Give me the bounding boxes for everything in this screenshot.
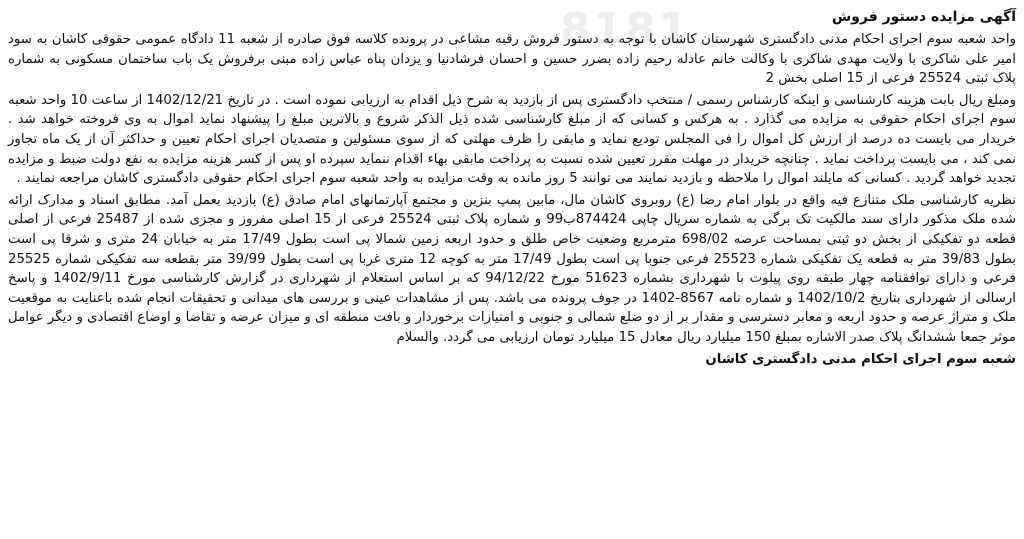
notice-paragraph-intro: واحد شعبه سوم اجرای احکام مدنی دادگستری شهرستان کاشان با توجه به دستور فروش رقبه مشاعی در پرونده کلاسه فوق صادره از شعبه 11 دادگاه عمومی حقوقی کاشان به سود امیر علی شاکری با ولایت مهدی شاکری با وکالت خانم عادله رحیم زاده بضرر حسین و احسان فرشادنیا و یزدان پناه عباس زاده مبنی برفروش یک باب ساختمان مسکونی به شماره پلاک ثبتی 25524 فرعی از 15 اصلی بخش 2 [8,32,1017,87]
notice-paragraph-terms: ومبلغ ریال بابت هزینه کارشناسی و اینکه کارشناس رسمی / منتخب دادگستری پس از بازدید به شرح ذیل اقدام به ارزیابی نموده است . در تاریخ 1402/12/21 از ساعت 10 واحد شعبه سوم اجرای احکام حقوقی به مزایده می گذارد . به هرکس و کسانی که از مبلغ کارشناسی شده ذیل الذکر شروع و بالاترین مبلغ را پیشنهاد نماید اموال به وی فروخته خواهد شد . خریدار می بایست ده درصد از ارزش کل اموال را فی المجلس تودیع نماید و مابقی را ظرف مهلتی که از سوی مسئولین و متصدیان اجرای احکام تعیین و حداکثر آن از یک ماه تجاوز نمی کند ، می بایست پرداخت نماید . چنانچه خریدار در مهلت مقرر تعیین شده نسبت به پرداخت مابقی بهاء اقدام ننماید سپرده او پس از کسر هزینه مزایده به نفع دولت ضبط و مزایده تجدید خواهد گردید . کسانی که مایلند اموال را ملاحظه و بازدید نمایند می توانند 5 روز مانده به وقت مزایده به واحد شعبه سوم اجرای احکام حقوقی دادگستری کاشان مراجعه نمایند . [8,92,1017,187]
notice-signature: شعبه سوم اجرای احکام مدنی دادگستری کاشان [705,351,1016,367]
auction-notice [8,6,1016,370]
notice-paragraph-appraisal: نظریه کارشناسی ملک متنازع فیه واقع در بلوار امام رضا (ع) روبروی کاشان مال، مابین پمپ بنزین و مجتمع آپارتمانهای امام صادق (ع) بازدید بعمل آمد. مطابق اسناد و مدارک ارائه شده ملک مذکور دارای سند مالکیت تک برگی به شماره سریال چاپی 874424ب99 و شماره پلاک ثبتی 25524 فرعی از 15 اصلی مفروز و مجزی شده از 25487 فرعی از اصلی قطعه دو تفکیکی از بخش دو ثبتی بمساحت عرصه 698/02 مترمربع وضعیت خاص طلق و حدود اربعه زمین شمالا پی است بطول 17/49 متر به خیابان 24 متری و شرقا پی است بطول 39/83 متر به قطعه یک تفکیکی شماره 25523 فرعی جنوبا پی است بطول 17/49 متر به کوچه 12 متری غربا پی است بطول 39/99 متر بقطعه سه تفکیکی شماره 25525 فرعی و دارای توافقنامه چهار طبقه روی پیلوت با شهرداری بشماره 51623 مورخ 94/12/22 که بر اساس استعلام از شهرداری در گزارش کارشناسی مورخ 1402/9/11 و پاسخ ارسالی از شهرداری بتاریخ 1402/10/2 و شماره نامه 8567-1402 در جوف پرونده می باشد. پس از مشاهدات عینی و بررسی های میدانی و تحقیقات انجام شده باعنایت به موقعیت ملک و متراژ عرصه و حدود اربعه و معابر دسترسی و مقدار بر از دو ضلع شمالی و جنوبی و امتیازات برخوردار و بافت منطقه ای و میزان عرضه و تقاضا و اوضاع اقتصادی و دیگر عوامل موثر جمعا ششدانگ پلاک صدر الاشاره بمبلغ 150 میلیارد ریال معادل 15 میلیارد تومان ارزیابی می گردد. والسلام [8,192,1017,345]
watermark: 8181 [560,4,691,55]
notice-heading: آگهی مزایده دستور فروش [831,9,1016,25]
